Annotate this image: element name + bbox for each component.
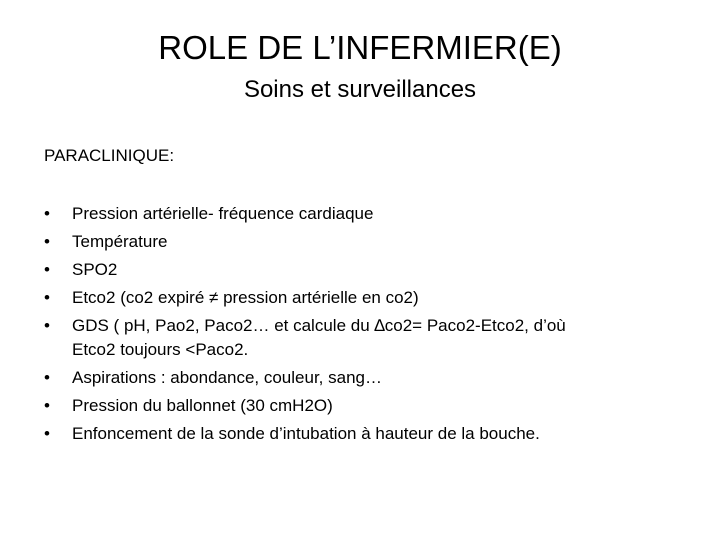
list-item-text: Pression du ballonnet (30 cmH2O) (72, 396, 333, 415)
list-item (44, 364, 684, 392)
bullet-icon: • (44, 396, 50, 415)
list-item (44, 312, 684, 364)
list-item (44, 420, 684, 448)
list-item-text: GDS ( pH, Pao2, Paco2… et calcule du ∆co2= Paco2-Etco2, d’où (72, 316, 566, 335)
list-item-text: SPO2 (72, 260, 118, 279)
list-item-text: Enfoncement de la sonde d’intubation à hauteur de la bouche. (72, 424, 540, 443)
list-item-text: Etco2 (co2 expiré ≠ pression artérielle en co2) (72, 288, 419, 307)
bullet-icon: • (44, 368, 50, 387)
list-item (44, 228, 684, 256)
bullet-icon: • (44, 204, 50, 223)
bullet-icon: • (44, 424, 50, 443)
slide-title: ROLE DE L’INFERMIER(E) (158, 29, 562, 66)
section-heading: PARACLINIQUE: (44, 146, 175, 165)
list-item-text: Aspirations : abondance, couleur, sang… (72, 368, 382, 387)
bullet-icon: • (44, 260, 50, 279)
list-item-continuation: Etco2 toujours <Paco2. (72, 340, 249, 359)
bullet-list (44, 200, 684, 448)
list-item (44, 392, 684, 420)
list-item (44, 200, 684, 228)
bullet-icon: • (44, 288, 50, 307)
list-item-text: Pression artérielle- fréquence cardiaque (72, 204, 374, 223)
list-item (44, 256, 684, 284)
bullet-icon: • (44, 232, 50, 251)
list-item-text: Température (72, 232, 168, 251)
list-item (44, 284, 684, 312)
slide-subtitle: Soins et surveillances (243, 76, 477, 103)
bullet-icon: • (44, 316, 50, 335)
